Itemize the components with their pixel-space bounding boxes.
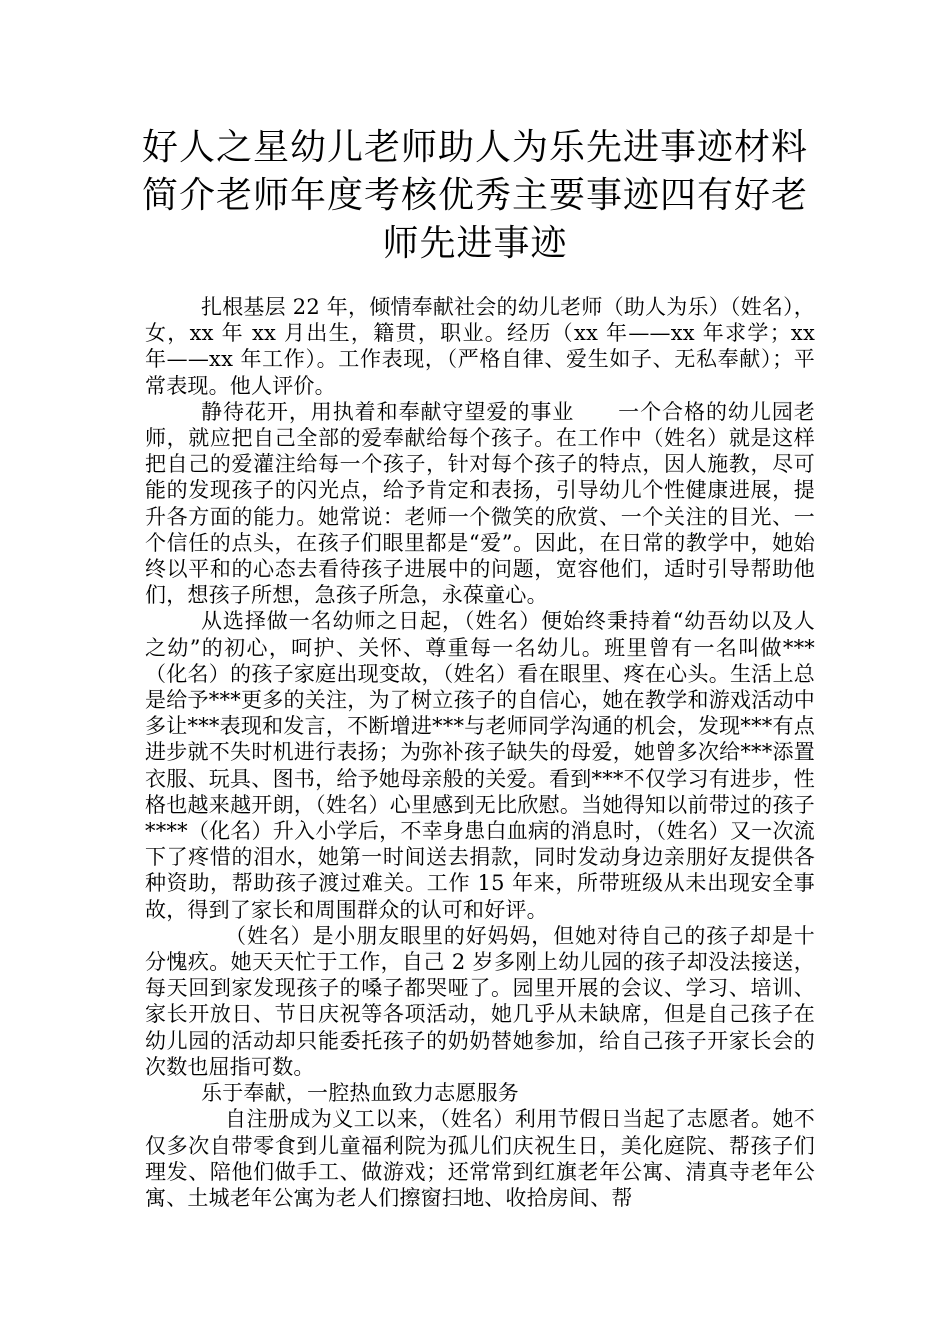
document-body — [145, 294, 815, 1211]
title-line-1: 好人之星幼儿老师助人为乐先进事迹材料 — [141, 127, 808, 168]
document-title — [100, 124, 850, 268]
title-line-3: 师先进事迹 — [382, 223, 568, 264]
section-heading-volunteer: 乐于奉献，一腔热血致力志愿服务 — [201, 1081, 519, 1106]
paragraph-own-child: （姓名）是小朋友眼里的好妈妈，但她对待自己的孩子却是十分愧疚。她天天忙于工作，自己 2 岁多刚上幼儿园的孩子却没法接送，每天回到家发现孩子的嗓子都哭哑了。园里开展的会议、学习、培训、家长开放日、节日庆祝等各项活动，她几乎从未缺席，但是自己孩子在幼儿园的活动却只能委托孩子的奶奶替她参加，给自己孩子开家长会的次数也屈指可数。 — [145, 923, 815, 1079]
paragraph-care-for-children: 从选择做一名幼师之日起，（姓名）便始终秉持着“幼吾幼以及人之幼”的初心，呵护、关怀、尊重每一名幼儿。班里曾有一名叫做***（化名）的孩子家庭出现变故，（姓名）看在眼里、疼在心头。生活上总是给予***更多的关注，为了树立孩子的自信心，她在教学和游戏活动中多让***表现和发言，不断增进***与老师同学沟通的机会，发现***有点进步就不失时机进行表扬；为弥补孩子缺失的母爱，她曾多次给***添置衣服、玩具、图书，给予她母亲般的关爱。看到***不仅学习有进步，性格也越来越开朗，（姓名）心里感到无比欣慰。当她得知以前带过的孩子****（化名）升入小学后，不幸身患白血病的消息时，（姓名）又一次流下了疼惜的泪水，她第一时间送去捐款，同时发动身边亲朋好友提供各种资助，帮助孩子渡过难关。工作 15 年来，所带班级从未出现安全事故，得到了家长和周围群众的认可和好评。 — [145, 609, 815, 922]
paragraph-waiting-for-flowers: 静待花开，用执着和奉献守望爱的事业 一个合格的幼儿园老师，就应把自己全部的爱奉献给每个孩子。在工作中（姓名）就是这样把自己的爱灌注给每一个孩子，针对每个孩子的特点，因人施教，尽可能的发现孩子的闪光点，给予肯定和表扬，引导幼儿个性健康进展，提升各方面的能力。她常说：老师一个微笑的欣赏、一个关注的目光、一个信任的点头，在孩子们眼里都是“爱”。因此，在日常的教学中，她始终以平和的心态去看待孩子进展中的问题，宽容他们，适时引导帮助他们，想孩子所想，急孩子所急，永葆童心。 — [145, 399, 815, 608]
paragraph-intro: 扎根基层 22 年，倾情奉献社会的幼儿老师（助人为乐）（姓名），女，xx 年 xx 月出生，籍贯，职业。经历（xx 年——xx 年求学；xx 年——xx 年工作）。工作表现，（严格自律、爱生如子、无私奉献）；平常表现。他人评价。 — [145, 295, 815, 398]
title-line-2: 简介老师年度考核优秀主要事迹四有好老 — [141, 175, 808, 216]
paragraph-volunteer-service: 自注册成为义工以来，（姓名）利用节假日当起了志愿者。她不仅多次自带零食到儿童福利院为孤儿们庆祝生日，美化庭院、帮孩子们理发、陪他们做手工、做游戏；还常常到红旗老年公寓、清真寺老年公寓、土城老年公寓为老人们擦窗扫地、收拾房间、帮 — [145, 1107, 815, 1210]
